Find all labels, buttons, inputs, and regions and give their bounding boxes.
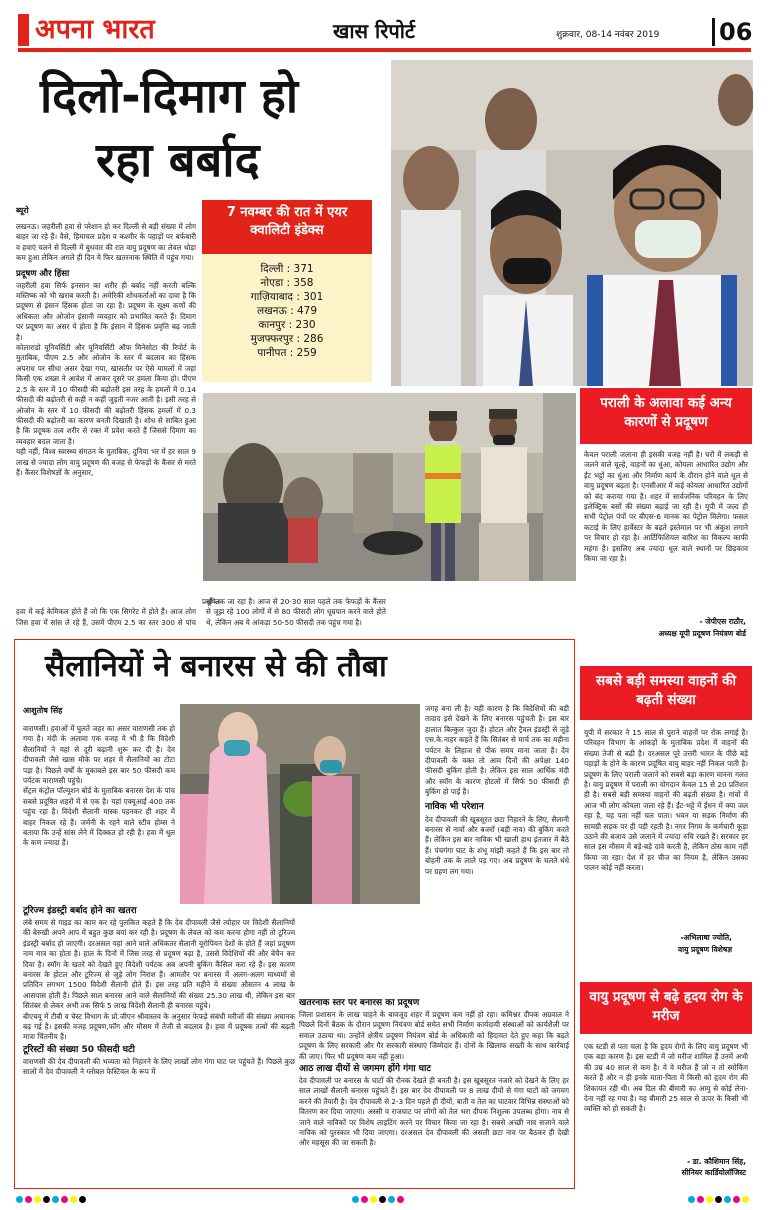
aqi-row: गाज़ियाबाद : 301 bbox=[250, 291, 324, 303]
varanasi-headline: सैलानियों ने बनारस से की तौबा bbox=[45, 649, 387, 684]
page-divider bbox=[712, 18, 715, 46]
paragraph: जगह बना ली है। यही कारण है कि विदेशियों की बड़ी तादाद इसे देखने के लिए बनारस पहुंचती है। इस बार हालात बिल्कुल जुदा हैं। होटल और ट्रैवल इंडस्ट्री से जुड़े एस.के.नाहर कहते हैं कि सितंबर से मार्च तक का महीना पर्यटन के लिहाज से पीक समय माना जाता है। देव दीपावली के वक्त तो आम दिनों की अपेक्षा 140 फीसदी बुकिंग होती है। लेकिन इस साल आर्थिक मंदी और स्मॉग के कारण होटलों में सिर्फ 50 फीसदी ही बुकिंग हो पाई है। bbox=[425, 704, 569, 797]
paragraph: जहरीली हवा सिर्फ इनसान का शरीर ही बर्बाद नहीं करती बल्कि मस्तिष्क को भी खराब करती है। अमेरिकी शोधकर्ताओं का दावा है कि प्रदूषण से इंसान हिंसक होता जा रहा है। प्रदूषण के सूक्ष्म कणों की अधिकता और ओजोन इंसानी व्यवहार को प्रभावित करते हैं। दिमाग पर प्रदूषण का असर ये होता है कि इंसान में हिंसक प्रवृत्ति बढ़ जाती है। bbox=[16, 280, 196, 342]
brand-title: अपना भारत bbox=[35, 14, 155, 45]
quote-role: अध्यक्ष यूपी प्रदूषण नियंत्रण बोर्ड bbox=[658, 629, 746, 638]
varanasi-byline: आशुतोष सिंह bbox=[23, 706, 63, 715]
subheading: टूरिज्म इंडस्ट्री बर्बाद होने का खतरा bbox=[23, 906, 137, 916]
issue-date: शुक्रवार, 08-14 नवंबर 2019 bbox=[556, 30, 660, 40]
aqi-box bbox=[202, 200, 372, 382]
quote-role: वायु प्रदूषण विशेषज्ञ bbox=[677, 945, 732, 954]
subheading: आठ लाख दीयों से जगमग होंगे गंगा घाट bbox=[299, 1064, 431, 1075]
photo-varanasi-tourists bbox=[180, 704, 420, 904]
aqi-row: कानपुर : 230 bbox=[258, 319, 316, 331]
registration-dots-left bbox=[16, 1196, 86, 1203]
varanasi-col-3 bbox=[425, 704, 569, 994]
paragraph: केवल पराली जलाना ही इसकी वजह नहीं है। घरों में लकड़ी से जलने वाले चूल्हे, वाहनों का धुंआ, कोयला आधारित उद्योग और ईंट भट्ठों का धुंआ और निर्माण कार्य के दौरान होने वाले धूल से वायु प्रदूषण बढ़ता है। एनसीआर में कई कोयला आधारित उद्योगों को बंद कराया गया है। शहर में सार्वजनिक परिवहन के लिए इलेक्ट्रिक बसों की संख्या बढ़ाई जा रही है। यूपी में जल्द ही सभी पेट्रोल पंपों पर बीएस-6 मानक का पेट्रोल मिलेगा। फसल कटाई के लिए हार्वेस्टर के बढ़ते इस्तेमाल पर भी अंकुश लगाने पर विचार हो रहा है। आर्टिफिशियल बारिश का विकल्प काफी महंगा है। इसलिए अब ज्यादा धूल वाले स्थानों पर छिड़काव किया जा रहा है। bbox=[584, 450, 748, 564]
aqi-row: मुजफ्फरपुर : 286 bbox=[250, 333, 324, 345]
byline: ब्यूरो bbox=[16, 206, 29, 215]
varanasi-story-box bbox=[14, 639, 575, 1189]
paragraph: कोलाराडो यूनिवर्सिटी और यूनिवर्सिटी ऑफ मिनेसोटा की रिपोर्ट के मुताबिक, पीएम 2.5 और ओजोन के स्तर में बदलाव का हिंसक अपराध पर सीधा असर देखा गया, खासतौर पर ऐसे मामलों में जहां किसी एक शख्स ने आवेश में आकर दूसरे पर हमला किया हो। पीएम 2.5 के स्तर में 10 फीसदी की बढ़ोतरी इस तरह के हमलों में 0.14 फीसदी की बढ़ोतरी से कहीं न कहीं जुड़ती नजर आती है। इसी तरह से ओजोन के स्तर में 10 फीसदी की बढ़ोतरी हिंसक हमलों में 0.3 फीसदी की बढ़ोतरी का कारण बनती दिखाती है। शोध से साबित हुआ है कि प्रदूषक तत्व शरीर से रक्त में प्रवेश करते हैं जिससे दिमाग का व्यवहार बदल जाता है। bbox=[16, 343, 196, 446]
paragraph: सेंट्रल कंट्रोल पॉल्यूशन बोर्ड के मुताबिक बनारस देश के पांच सबसे प्रदूषित शहरों में से एक है। यहां एक्यूआई 400 तक पहुंच रहा है। विदेशी सैलानी मास्क पहनकर ही शहर में बाहर निकल रहे हैं। जर्मनी के रहने वाले स्टीव होम्स ने बताया कि उन्हें सांस लेने में दिक्कत हो रही है। हवा में धूल के कण ज्यादा हैं। bbox=[23, 786, 175, 848]
subheading: खतरनाक स्तर पर बनारस का प्रदूषण bbox=[299, 998, 420, 1008]
registration-dots-right bbox=[688, 1196, 749, 1203]
main-article-column bbox=[16, 222, 196, 630]
headline-line-2: रहा बर्बाद bbox=[96, 133, 260, 188]
section-title: खास रिपोर्ट bbox=[333, 19, 416, 43]
varanasi-col-1 bbox=[23, 724, 175, 900]
side-box-1-heading: पराली के अलावा कई अन्य कारणों से प्रदूषण bbox=[580, 388, 752, 444]
varanasi-lower-right bbox=[299, 996, 569, 1184]
quote-author: - डा. कौशिमान सिंह, bbox=[687, 1157, 746, 1166]
paragraph: प्रदूषित हवा में कई केमिकल होते हैं जो कि एक सिगरेट में होते हैं। आज लोग जिस हवा में सांस ले रहे हैं, उसमें पीएम 2.5 का स्तर 300 से पांच सौ तक जा रहा है। आज से 20-30 साल पहले तक फेफड़ों के कैंसर से जूझ रहे 100 लोगों में से 80 फीसदी लोग धूम्रपान करने वाले होते थे, लेकिन अब ये आंकड़ा 50-50 फीसदी तक पहुंच गया है। bbox=[16, 597, 386, 627]
subheading: नाविक भी परेशान bbox=[425, 801, 484, 812]
paragraph: जिला प्रशासन के लाख चाहने के बावजूद शहर में प्रदूषण कम नहीं हो रहा। कमिश्नर दीपक अग्रवाल ने पिछले दिनों बैठक के दौरान प्रदूषण नियंत्रण बोर्ड समेत सभी निर्माण कार्यदायी संस्थाओं को कार्यशैली पर सवाल उठाया था। उन्होंने क्षेत्रीय प्रदूषण नियंत्रण बोर्ड के अधिकारी को हिदायत देते हुए कहा कि बढ़ते प्रदूषण के लिए सरकारी और गैर सरकारी संस्थाएं जिम्मेदार हैं। दोनों के खिलाफ सख्ती के साथ कार्रवाई की जाए। फिर भी प्रदूषण कम नहीं हुआ। bbox=[299, 1010, 569, 1061]
paragraph: लखनऊ। जहरीली हवा से परेशान हो कर दिल्ली से बड़ी संख्या में लोग बाहर जा रहे हैं। वैसे, हिमाचल प्रदेश व कश्मीर के पहाड़ों पर बर्फबारी व हवाएं चलने से दिल्ली में बुधवार की रात वायु प्रदूषण का लेवल थोड़ा कम हुआ लेकिन अगले ही दिन ये फिर खतरनाक स्थिति में पहुंच गया। bbox=[16, 222, 196, 263]
side-box-2-heading: सबसे बड़ी समस्या वाहनों की बढ़ती संख्या bbox=[580, 666, 752, 720]
registration-dots-center bbox=[352, 1196, 404, 1203]
photo-traffic-police bbox=[203, 393, 576, 581]
side-box-1 bbox=[580, 388, 752, 666]
paragraph: यूपी में सरकार ने 15 साल से पुराने वाहनों पर रोक लगाई है। परिवहन विभाग के आंकड़ों के मुताबिक प्रदेश में वाहनों की संख्या तेजी से बढ़ी है। दरअसल पूरे उत्तरी भारत के पीछे बड़े पहाड़ों के होने के कारण प्रदूषित वायु बाहर नहीं निकल पाती है। प्रदूषण के लिए पराली जलाने को सबसे बड़ा कारण मानना गलत है। वायु प्रदूषण में पराली का योगदान केवल 15 से 20 प्रतिशत ही है। सबसे बड़ी समस्या वाहनों की बढ़ती संख्या है। गांवों में आज भी लोग कोयला जला रहे हैं। ईंट-भट्टे में ईंधन में क्या जल रहा है, यह पता नहीं चल पाता। भवन या सड़क निर्माण की सामग्री सड़क पर ही पड़ी रहती है। नगर निगम के कर्मचारी कूड़ा उठाने की बजाय उसे जलाने में ज्यादा रुचि रखते हैं। सरकार हर साल इस मौसम में बड़े-बड़े दावे करती है, लेकिन ठोस काम नहीं किया जा रहा। देश में हर चीज का नियम है, लेकिन उसका पालन कोई नहीं करता। bbox=[584, 728, 748, 873]
paragraph: लंबे समय से गाइड का काम कर रहे पुलकित कहते हैं कि देव दीपावली जैसे त्योहार पर विदेशी सैलानियों की बेरुखी अपने आप में बहुत कुछ बयां कर रही है। प्रदूषण के लेवल को कम करना होगा नहीं तो टूरिज्म इंडस्ट्री बर्बाद हो जाएगी। दरअसल यहां आने वाले अधिकतर सैलानी यूरोपियन देशों के होते हैं जहां प्रदूषण नाम मात्र का होता है। हाल के दिनों में जिस तरह से प्रदूषण बढ़ा है, उससे विदेशियों की और बेचैन कर दिया है। स्मॉग के खतरे को देखते हुए विदेशी पर्यटक अब अपनी बुकिंग कैंसिल करा रहे हैं। इस कारण बनारस के होटल और टूरिज्म से जुड़े लोग निराश हैं। आमतौर पर बनारस में अलग-अलग माध्यमों से प्रतिदिन लगभग 1500 विदेशी सैलानी होते हैं। इस तरह प्रति महीने ये संख्या औसतन 4 लाख के आसपास होती है। पिछले साल बनारस आने वाले सैलानियों की संख्या 25.30 लाख थी, लेकिन इस बार सितंबर से लेकर अभी तक सिर्फ 5 लाख विदेशी सैलानी ही बनारस पहुंचे। bbox=[23, 918, 295, 1011]
paragraph: वाराणसी की देव दीपावली की भव्यता को निहारने के लिए लाखों लोग गंगा घाट पर पहुंचते हैं। पिछले कुछ सालों में देव दीपावली ने ग्लोबल फेस्टिवल के रूप में bbox=[23, 1056, 295, 1077]
aqi-box-title: 7 नवम्बर की रात में एयर क्वालिटी इंडेक्स bbox=[202, 200, 372, 254]
aqi-row: नोएडा : 358 bbox=[260, 277, 314, 289]
varanasi-lower-left bbox=[23, 904, 295, 1184]
headline-line-1: दिलो-दिमाग हो bbox=[40, 69, 299, 124]
aqi-row: लखनऊ : 479 bbox=[256, 305, 318, 317]
aqi-row: पानीपत : 259 bbox=[257, 347, 317, 359]
side-box-2 bbox=[580, 666, 752, 976]
paragraph: यही नहीं, विश्व स्वास्थ्य संगठन के मुताबिक, दुनिया भर में हर साल 9 लाख से ज्यादा लोग वायु प्रदूषण की वजह से फेफड़ों के कैंसर से मरते हैं। कैंसर विशेषज्ञों के अनुसार, bbox=[16, 447, 196, 477]
quote-author: - जेपीएस राठौर, bbox=[699, 617, 746, 626]
subheading: टूरिस्टों की संख्या 50 फीसदी घटी bbox=[23, 1044, 135, 1055]
quote-role: सीनियर कार्डियोलॉजिस्ट bbox=[681, 1168, 746, 1177]
masthead-red-mark bbox=[18, 14, 29, 46]
aqi-row: दिल्ली : 371 bbox=[260, 263, 314, 275]
paragraph: वाराणसी। हवाओं में घुलते जहर का असर वाराणसी तक हो गया है। मंदी के अलावा एक वजह ये भी है कि विदेशी सैलानियों ने यहां से दूरी बढ़ानी शुरू कर दी है। देव दीपावली जैसे खास मौके पर शहर में सैलानियों का टोटा पड़ा है। पिछले वर्षों के मुकाबले इस बार 50 फीसदी कम पर्यटक वाराणसी पहुंचे। bbox=[23, 724, 175, 786]
page-number: 06 bbox=[719, 18, 753, 46]
subheading: प्रदूषण और हिंसा bbox=[16, 268, 70, 279]
side-box-3 bbox=[580, 982, 752, 1188]
main-bottom-text bbox=[16, 597, 576, 637]
paragraph: एक स्टडी से पता चला है कि हृदय रोगों के लिए वायु प्रदूषण भी एक बड़ा कारण है। इस स्टडी में जो मरीज शामिल हैं उनमें अभी की उम्र 40 साल से कम है। ये वे मरीज हैं जो न तो स्मोकिंग करते हैं और न ही इनके माता-पिता में किसी को हृदय रोग की शिकायत रही थी। अब दिल की बीमारी का आयु से कोई लेना-देना नहीं रह गया है। यह बीमारी 25 साल से ऊपर के किसी भी व्यक्ति को हो सकती है। bbox=[584, 1042, 748, 1114]
side-box-3-heading: वायु प्रदूषण से बढ़े हृदय रोग के मरीज bbox=[580, 982, 752, 1034]
masthead-rule bbox=[18, 48, 751, 52]
paragraph: देव दीपावली की खूबसूरत छटा निहारने के लिए, सैलानी बनारस से नावों और बजरों (बड़ी नाव) की बुकिंग करते हैं। लेकिन इस बार नाविक भी खाली हाथ इंतजार में बैठे हैं। पंचगंगा घाट के शंभू मांझी कहते हैं कि इस बार तो बोहनी तक के लाले पड़ गए। अब प्रदूषण के चलते धंधे पर ग्रहण लग गया। bbox=[425, 814, 569, 876]
paragraph: बीएचयू में टीबी व चेस्ट विभाग के प्रो.जीएन श्रीवास्तव के अनुसार फेफड़े संबंधी मरीजों की संख्या अचानक बढ़ गई है। इसकी वजह प्रदूषण,फॉग और मौसम में तेजी से बदलाव है। हवा में प्रदूषक तत्वों की बढ़ती मात्रा चिंतनीय है। bbox=[23, 1011, 295, 1042]
photo-students-masks bbox=[391, 60, 753, 386]
paragraph: देव दीपावली पर बनारस के घाटों की रौनक देखते ही बनती है। इस खूबसूरत नजारे को देखने के लिए हर साल लाखों सैलानी बनारस पहुंचते हैं। इस बार देव दीपावली पर 8 लाख दीयों से गंगा घाटों को जगमग करने की तैयारी है। देव दीपावली से 2-3 दिन पहले ही दीयों, बाती व तेल का घाटवार विभिन्न संस्थाओं को वितरण कर दिया जाएगा। अस्सी व राजघाट पर लोगों को तेल भरा दीपक निशुल्क उपलब्ध होगा। नाव से जाने वाले नाविकों पर विशेष लाइटिंग करने पर विचार किया जा रहा है। सबसे अच्छी नाव सजाने वाले नाविक को पुरस्कार भी दिया जाएगा। दरअसल देव दीपावली की असली छटा नाव पर बैठकर ही देखी और महसूस की जा सकती है। bbox=[299, 1076, 569, 1148]
quote-author: -अभिलाषा ज्योति, bbox=[680, 933, 732, 942]
